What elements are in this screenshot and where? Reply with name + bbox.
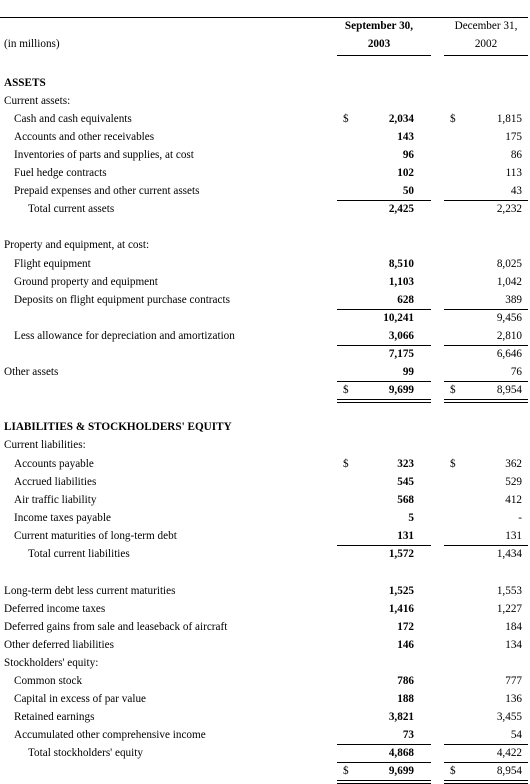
currency-sign: $ bbox=[343, 458, 349, 470]
value-2003: 10,241 bbox=[383, 312, 414, 324]
value-2002: 175 bbox=[505, 131, 522, 143]
value-2002: 389 bbox=[505, 294, 522, 306]
table-row bbox=[0, 654, 530, 672]
row-label: Cash and cash equivalents bbox=[14, 113, 132, 125]
table-row bbox=[0, 726, 530, 744]
row-label: Total current assets bbox=[28, 203, 115, 215]
currency-sign: $ bbox=[343, 765, 349, 777]
table-row bbox=[0, 381, 530, 399]
column-header-sep-2003 bbox=[332, 17, 426, 53]
value-2002: 1,553 bbox=[496, 585, 522, 597]
value-2003: 3,821 bbox=[388, 711, 414, 723]
table-row bbox=[0, 672, 530, 690]
value-2003: 2,425 bbox=[388, 203, 414, 215]
column-header-line-2: 2002 bbox=[474, 38, 498, 50]
total-rule bbox=[444, 399, 528, 400]
column-header-line-2: 2003 bbox=[367, 38, 391, 50]
row-label: Total current liabilities bbox=[28, 548, 130, 560]
value-2002: 8,954 bbox=[496, 765, 522, 777]
row-label: Capital in excess of par value bbox=[14, 693, 147, 705]
value-2002: 1,227 bbox=[496, 603, 522, 615]
value-2003: 172 bbox=[397, 621, 414, 633]
value-2002: 86 bbox=[510, 149, 522, 161]
table-row bbox=[0, 527, 530, 545]
table-row bbox=[0, 146, 530, 164]
row-label: Accounts payable bbox=[14, 458, 94, 470]
table-row bbox=[0, 164, 530, 182]
table-row bbox=[0, 200, 530, 218]
table-row bbox=[0, 636, 530, 654]
row-label: Stockholders' equity: bbox=[4, 657, 99, 669]
value-2002: 529 bbox=[505, 476, 522, 488]
row-label: Long-term debt less current maturities bbox=[4, 585, 176, 597]
table-row bbox=[0, 618, 530, 636]
column-header-line-1: September 30, bbox=[344, 20, 414, 32]
value-2003: 146 bbox=[397, 639, 414, 651]
table-row bbox=[0, 74, 530, 92]
currency-sign: $ bbox=[450, 384, 456, 396]
table-row bbox=[0, 291, 530, 309]
row-label: Inventories of parts and supplies, at cost bbox=[14, 149, 194, 161]
table-row bbox=[0, 182, 530, 200]
table-row bbox=[0, 509, 530, 527]
row-label: Accounts and other receivables bbox=[14, 131, 155, 143]
value-2002: 1,042 bbox=[496, 276, 522, 288]
value-2002: 76 bbox=[510, 366, 522, 378]
table-row bbox=[0, 255, 530, 273]
row-label: Current assets: bbox=[4, 95, 71, 107]
value-2003: 96 bbox=[402, 149, 414, 161]
table-row bbox=[0, 327, 530, 345]
value-2002: 1,815 bbox=[496, 113, 522, 125]
table-row bbox=[0, 473, 530, 491]
value-2002: 43 bbox=[510, 185, 522, 197]
table-row bbox=[0, 345, 530, 363]
currency-sign: $ bbox=[450, 458, 456, 470]
value-2003: 323 bbox=[397, 458, 414, 470]
value-2003: 143 bbox=[397, 131, 414, 143]
total-rule bbox=[337, 399, 431, 400]
table-row bbox=[0, 491, 530, 509]
value-2003: 568 bbox=[397, 494, 414, 506]
row-label: Less allowance for depreciation and amortization bbox=[14, 330, 235, 342]
column-header-line-1: December 31, bbox=[454, 20, 518, 32]
header-rule-dec-2002 bbox=[444, 55, 528, 56]
table-row bbox=[0, 600, 530, 618]
value-2003: 73 bbox=[402, 729, 414, 741]
column-header-dec-2002 bbox=[444, 17, 528, 53]
value-2003: 1,572 bbox=[388, 548, 414, 560]
table-row bbox=[0, 236, 530, 254]
row-label: Income taxes payable bbox=[14, 512, 111, 524]
row-label: Prepaid expenses and other current assets bbox=[14, 185, 200, 197]
units-label: (in millions) bbox=[4, 38, 60, 50]
header-rule-sep-2003 bbox=[337, 55, 431, 56]
row-label: LIABILITIES & STOCKHOLDERS' EQUITY bbox=[4, 421, 232, 433]
row-label: Accumulated other comprehensive income bbox=[14, 729, 206, 741]
value-2003: 5 bbox=[408, 512, 414, 524]
value-2003: 131 bbox=[397, 530, 414, 542]
table-row bbox=[0, 363, 530, 381]
table-row bbox=[0, 762, 530, 780]
value-2003: 2,034 bbox=[388, 113, 414, 125]
table-row bbox=[0, 455, 530, 473]
table-row bbox=[0, 309, 530, 327]
row-label: Fuel hedge contracts bbox=[14, 167, 107, 179]
value-2003: 1,416 bbox=[388, 603, 414, 615]
value-2002: 2,232 bbox=[496, 203, 522, 215]
value-2002: 113 bbox=[505, 167, 522, 179]
value-2002: 362 bbox=[505, 458, 522, 470]
table-row bbox=[0, 545, 530, 563]
value-2002: 412 bbox=[505, 494, 522, 506]
value-2003: 4,868 bbox=[388, 747, 414, 759]
row-label: Other deferred liabilities bbox=[4, 639, 114, 651]
value-2002: 1,434 bbox=[496, 548, 522, 560]
value-2003: 50 bbox=[402, 185, 414, 197]
value-2002: 4,422 bbox=[496, 747, 522, 759]
value-2003: 9,699 bbox=[388, 765, 414, 777]
value-2002: 8,025 bbox=[496, 258, 522, 270]
table-row bbox=[0, 436, 530, 454]
row-label: Total stockholders' equity bbox=[28, 747, 143, 759]
table-row bbox=[0, 418, 530, 436]
total-rule bbox=[337, 402, 431, 403]
value-2002: 54 bbox=[510, 729, 522, 741]
value-2002: 777 bbox=[505, 675, 522, 687]
row-label: Deferred income taxes bbox=[4, 603, 106, 615]
table-row bbox=[0, 690, 530, 708]
currency-sign: $ bbox=[343, 113, 349, 125]
currency-sign: $ bbox=[343, 384, 349, 396]
row-label: Current maturities of long-term debt bbox=[14, 530, 177, 542]
value-2003: 786 bbox=[397, 675, 414, 687]
row-label: Retained earnings bbox=[14, 711, 95, 723]
currency-sign: $ bbox=[450, 765, 456, 777]
value-2003: 8,510 bbox=[388, 258, 414, 270]
value-2003: 9,699 bbox=[388, 384, 414, 396]
row-label: Deposits on flight equipment purchase contracts bbox=[14, 294, 230, 306]
row-label: Ground property and equipment bbox=[14, 276, 158, 288]
value-2002: 3,455 bbox=[496, 711, 522, 723]
value-2003: 545 bbox=[397, 476, 414, 488]
value-2003: 1,103 bbox=[388, 276, 414, 288]
table-row bbox=[0, 92, 530, 110]
table-row bbox=[0, 744, 530, 762]
row-label: Other assets bbox=[4, 366, 59, 378]
value-2003: 188 bbox=[397, 693, 414, 705]
value-2003: 628 bbox=[397, 294, 414, 306]
value-2002: 136 bbox=[505, 693, 522, 705]
value-2002: - bbox=[518, 512, 522, 524]
value-2003: 99 bbox=[402, 366, 414, 378]
value-2002: 131 bbox=[505, 530, 522, 542]
row-label: ASSETS bbox=[4, 77, 46, 89]
currency-sign: $ bbox=[450, 113, 456, 125]
table-row bbox=[0, 582, 530, 600]
table-row bbox=[0, 708, 530, 726]
value-2003: 102 bbox=[397, 167, 414, 179]
value-2002: 6,646 bbox=[496, 348, 522, 360]
table-row bbox=[0, 128, 530, 146]
value-2003: 7,175 bbox=[388, 348, 414, 360]
row-label: Deferred gains from sale and leaseback of aircraft bbox=[4, 621, 228, 633]
table-row bbox=[0, 273, 530, 291]
row-label: Current liabilities: bbox=[4, 439, 86, 451]
value-2003: 3,066 bbox=[388, 330, 414, 342]
value-2002: 9,456 bbox=[496, 312, 522, 324]
value-2002: 184 bbox=[505, 621, 522, 633]
total-rule bbox=[444, 402, 528, 403]
row-label: Property and equipment, at cost: bbox=[4, 239, 150, 251]
value-2003: 1,525 bbox=[388, 585, 414, 597]
value-2002: 2,810 bbox=[496, 330, 522, 342]
row-label: Accrued liabilities bbox=[14, 476, 97, 488]
row-label: Common stock bbox=[14, 675, 83, 687]
value-2002: 134 bbox=[505, 639, 522, 651]
row-label: Air traffic liability bbox=[14, 494, 97, 506]
table-row bbox=[0, 110, 530, 128]
row-label: Flight equipment bbox=[14, 258, 91, 270]
value-2002: 8,954 bbox=[496, 384, 522, 396]
